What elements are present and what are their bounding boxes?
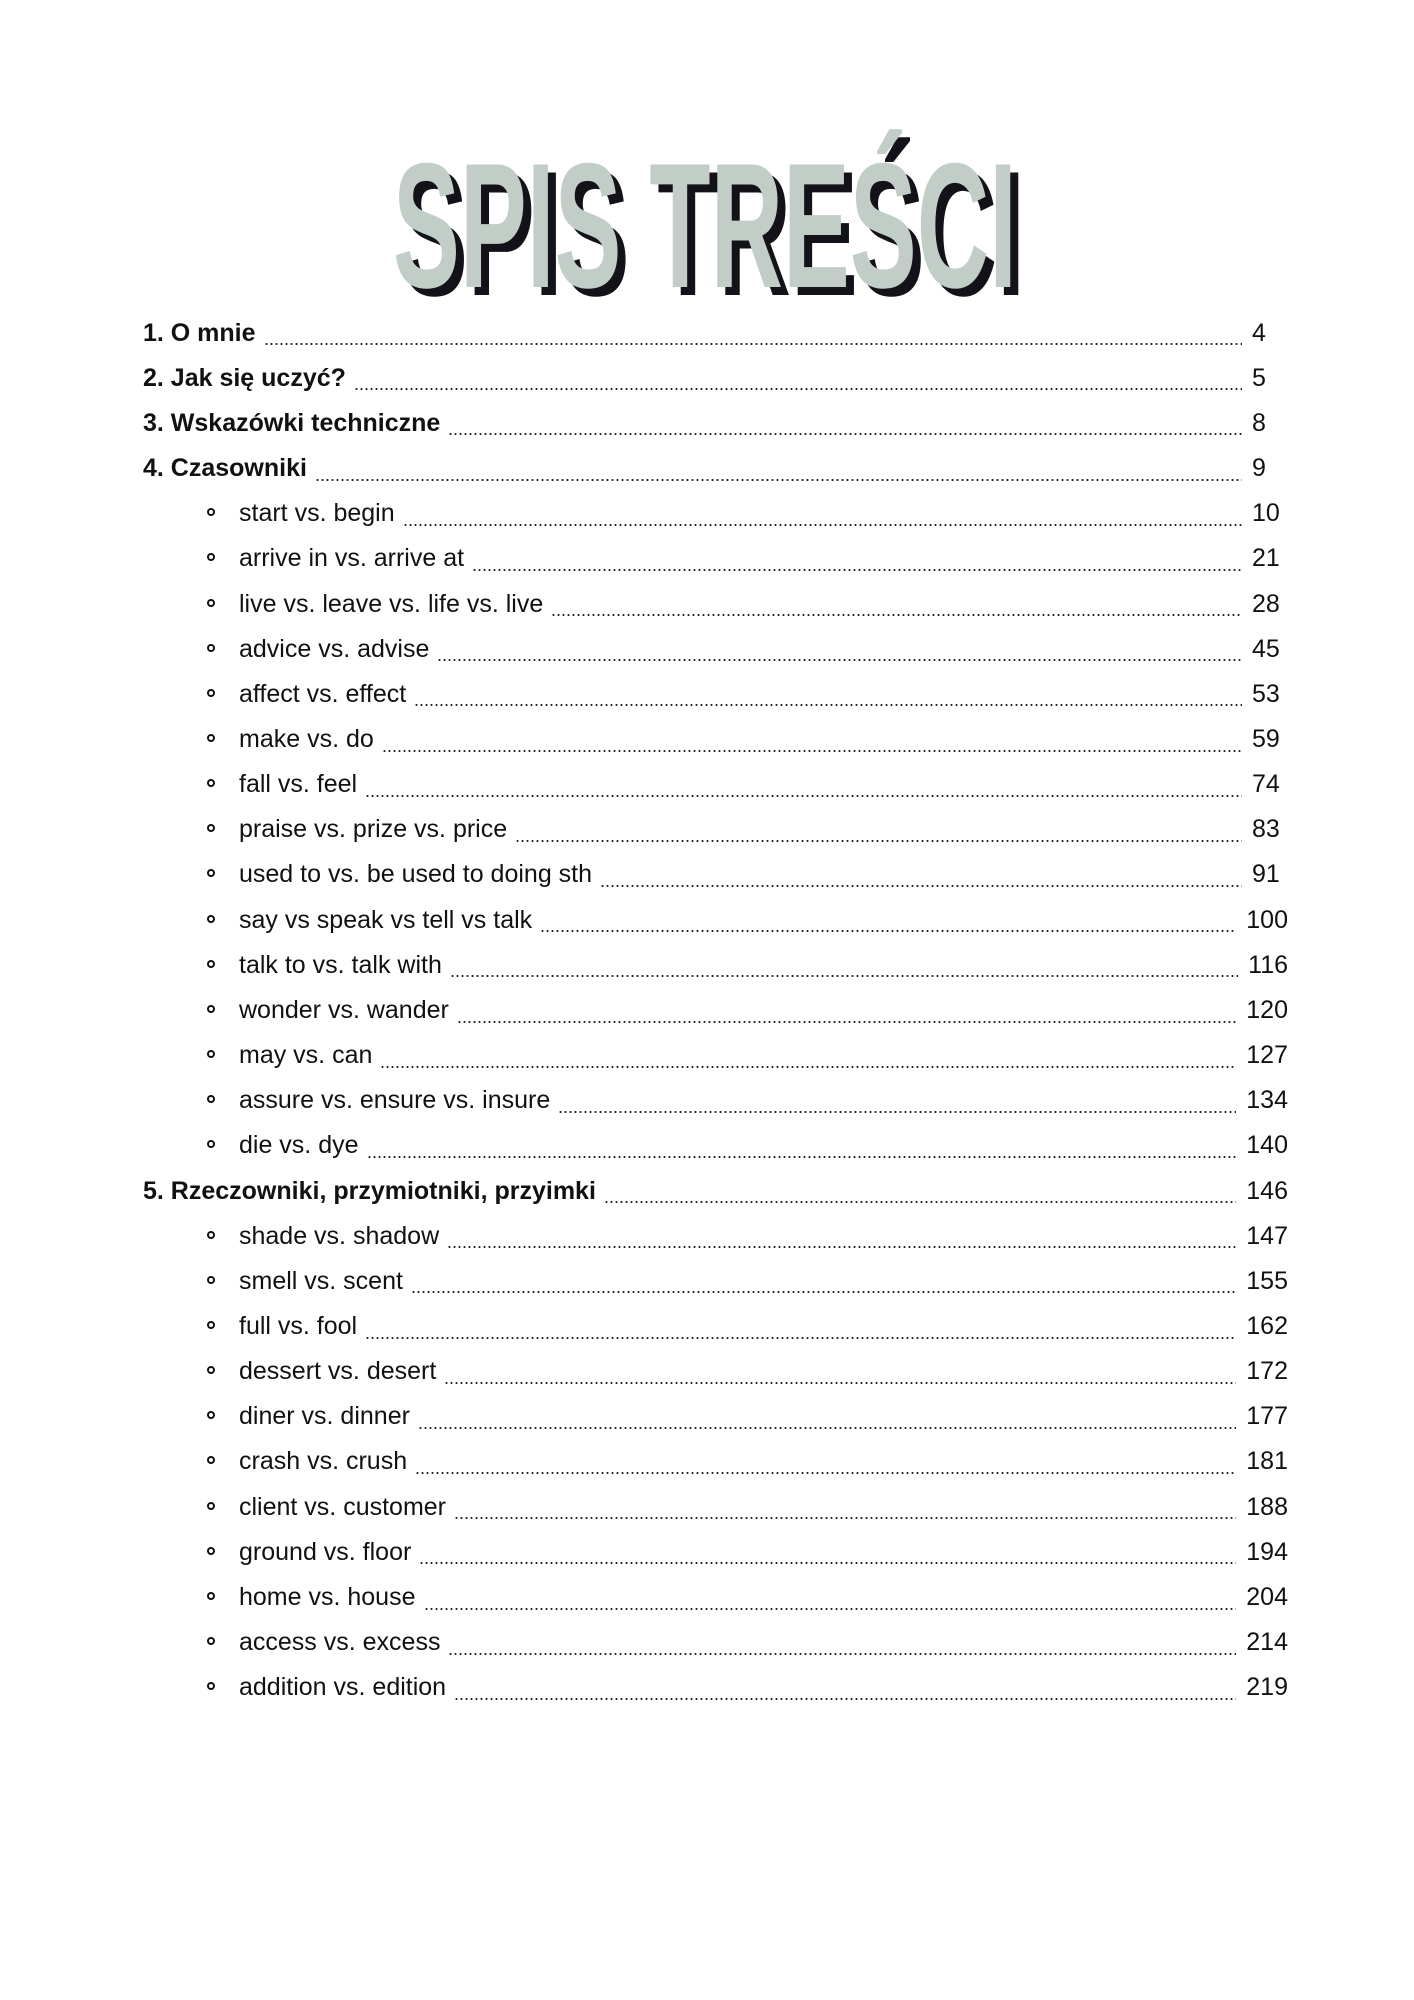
toc-label: wonder vs. wander bbox=[239, 995, 449, 1024]
toc-label: die vs. dye bbox=[239, 1131, 359, 1160]
dot-leader bbox=[414, 704, 1242, 706]
bullet-circle-icon bbox=[207, 960, 215, 968]
toc-label: 5. Rzeczowniki, przymiotniki, przyimki bbox=[143, 1176, 596, 1205]
toc-label: client vs. customer bbox=[239, 1492, 447, 1521]
toc-label: used to vs. be used to doing sth bbox=[239, 860, 593, 889]
dot-leader bbox=[380, 1066, 1236, 1068]
toc-label: smell vs. scent bbox=[239, 1266, 403, 1295]
bullet-circle-icon bbox=[207, 689, 215, 697]
toc-entry[interactable] bbox=[143, 1078, 1288, 1123]
dot-leader bbox=[424, 1608, 1237, 1610]
toc-heading[interactable] bbox=[143, 310, 1288, 355]
page-title-shadow: SPIS TREŚCI bbox=[401, 134, 1025, 312]
dot-leader bbox=[447, 1246, 1236, 1248]
dot-leader bbox=[540, 930, 1236, 932]
toc-entry[interactable] bbox=[143, 1394, 1288, 1439]
table-of-contents bbox=[143, 310, 1288, 1710]
toc-page-number: 134 bbox=[1246, 1086, 1288, 1115]
toc-label: 2. Jak się uczyć? bbox=[143, 363, 346, 392]
dot-leader bbox=[367, 1156, 1237, 1158]
dot-leader bbox=[457, 1021, 1236, 1023]
toc-label: shade vs. shadow bbox=[239, 1221, 440, 1250]
toc-entry[interactable] bbox=[143, 1620, 1288, 1665]
bullet-circle-icon bbox=[207, 1547, 215, 1555]
toc-entry[interactable] bbox=[143, 1303, 1288, 1348]
dot-leader bbox=[403, 524, 1242, 526]
toc-page-number: 8 bbox=[1252, 408, 1266, 437]
dot-leader bbox=[454, 1698, 1236, 1700]
bullet-circle-icon bbox=[207, 1366, 215, 1374]
bullet-circle-icon bbox=[207, 1592, 215, 1600]
toc-page-number: 74 bbox=[1252, 770, 1280, 799]
toc-entry[interactable] bbox=[143, 1258, 1288, 1303]
toc-label: full vs. fool bbox=[239, 1312, 358, 1341]
toc-label: dessert vs. desert bbox=[239, 1357, 437, 1386]
toc-label: fall vs. feel bbox=[239, 770, 358, 799]
bullet-circle-icon bbox=[207, 1231, 215, 1239]
dot-leader bbox=[264, 343, 1242, 345]
bullet-circle-icon bbox=[207, 1276, 215, 1284]
toc-entry[interactable] bbox=[143, 491, 1288, 536]
page-title-graphic bbox=[388, 112, 1038, 312]
bullet-circle-icon bbox=[207, 1502, 215, 1510]
dot-leader bbox=[418, 1427, 1236, 1429]
toc-page-number: 172 bbox=[1246, 1357, 1288, 1386]
toc-entry[interactable] bbox=[143, 1529, 1288, 1574]
bullet-circle-icon bbox=[207, 915, 215, 923]
toc-page-number: 194 bbox=[1246, 1537, 1288, 1566]
toc-page-number: 219 bbox=[1246, 1673, 1288, 1702]
toc-heading[interactable] bbox=[143, 355, 1288, 400]
bullet-circle-icon bbox=[207, 1005, 215, 1013]
toc-label: start vs. begin bbox=[239, 499, 395, 528]
toc-label: assure vs. ensure vs. insure bbox=[239, 1086, 551, 1115]
dot-leader bbox=[419, 1562, 1236, 1564]
toc-page-number: 140 bbox=[1246, 1131, 1288, 1160]
bullet-circle-icon bbox=[207, 824, 215, 832]
toc-page-number: 188 bbox=[1246, 1492, 1288, 1521]
toc-page-number: 4 bbox=[1252, 318, 1266, 347]
toc-label: praise vs. prize vs. price bbox=[239, 815, 508, 844]
bullet-circle-icon bbox=[207, 779, 215, 787]
bullet-circle-icon bbox=[207, 1411, 215, 1419]
dot-leader bbox=[448, 433, 1242, 435]
toc-label: ground vs. floor bbox=[239, 1537, 412, 1566]
toc-page-number: 9 bbox=[1252, 454, 1266, 483]
toc-page-number: 214 bbox=[1246, 1628, 1288, 1657]
dot-leader bbox=[448, 1653, 1236, 1655]
toc-label: access vs. excess bbox=[239, 1628, 441, 1657]
page-title bbox=[388, 112, 1038, 312]
dot-leader bbox=[444, 1382, 1236, 1384]
toc-entry[interactable] bbox=[143, 671, 1288, 716]
toc-page-number: 155 bbox=[1246, 1266, 1288, 1295]
bullet-circle-icon bbox=[207, 1637, 215, 1645]
toc-page-number: 116 bbox=[1248, 950, 1288, 979]
bullet-circle-icon bbox=[207, 869, 215, 877]
toc-label: crash vs. crush bbox=[239, 1447, 408, 1476]
bullet-circle-icon bbox=[207, 1682, 215, 1690]
bullet-circle-icon bbox=[207, 1095, 215, 1103]
toc-page-number: 28 bbox=[1252, 589, 1280, 618]
toc-entry[interactable] bbox=[143, 1123, 1288, 1168]
toc-entry[interactable] bbox=[143, 807, 1288, 852]
dot-leader bbox=[415, 1472, 1236, 1474]
bullet-circle-icon bbox=[207, 1456, 215, 1464]
toc-entry[interactable] bbox=[143, 626, 1288, 671]
toc-entry[interactable] bbox=[143, 1574, 1288, 1619]
toc-label: live vs. leave vs. life vs. live bbox=[239, 589, 544, 618]
dot-leader bbox=[315, 479, 1242, 481]
bullet-circle-icon bbox=[207, 553, 215, 561]
dot-leader bbox=[551, 614, 1242, 616]
dot-leader bbox=[450, 975, 1238, 977]
toc-label: 3. Wskazówki techniczne bbox=[143, 408, 441, 437]
toc-entry[interactable] bbox=[143, 536, 1288, 581]
toc-label: 1. O mnie bbox=[143, 318, 256, 347]
toc-entry[interactable] bbox=[143, 987, 1288, 1032]
toc-label: make vs. do bbox=[239, 724, 374, 753]
toc-entry[interactable] bbox=[143, 762, 1288, 807]
dot-leader bbox=[604, 1201, 1236, 1203]
toc-label: diner vs. dinner bbox=[239, 1402, 410, 1431]
bullet-circle-icon bbox=[207, 508, 215, 516]
toc-page-number: 91 bbox=[1252, 860, 1280, 889]
dot-leader bbox=[437, 659, 1242, 661]
toc-label: arrive in vs. arrive at bbox=[239, 544, 465, 573]
toc-page-number: 21 bbox=[1252, 544, 1280, 573]
toc-label: say vs speak vs tell vs talk bbox=[239, 905, 533, 934]
dot-leader bbox=[365, 1337, 1236, 1339]
toc-heading[interactable] bbox=[143, 400, 1288, 445]
toc-label: affect vs. effect bbox=[239, 679, 407, 708]
toc-page-number: 100 bbox=[1246, 905, 1288, 934]
toc-label: may vs. can bbox=[239, 1041, 373, 1070]
toc-entry[interactable] bbox=[143, 716, 1288, 761]
toc-page-number: 45 bbox=[1252, 634, 1280, 663]
toc-entry[interactable] bbox=[143, 1484, 1288, 1529]
toc-entry[interactable] bbox=[143, 897, 1288, 942]
toc-entry[interactable] bbox=[143, 1665, 1288, 1710]
bullet-circle-icon bbox=[207, 599, 215, 607]
toc-label: talk to vs. talk with bbox=[239, 950, 442, 979]
toc-heading[interactable] bbox=[143, 445, 1288, 490]
toc-page-number: 59 bbox=[1252, 724, 1280, 753]
toc-label: advice vs. advise bbox=[239, 634, 430, 663]
toc-label: 4. Czasowniki bbox=[143, 454, 307, 483]
bullet-circle-icon bbox=[207, 1050, 215, 1058]
page-title-text: SPIS TREŚCI bbox=[393, 126, 1017, 312]
toc-page-number: 181 bbox=[1246, 1447, 1288, 1476]
toc-entry[interactable] bbox=[143, 1349, 1288, 1394]
toc-entry[interactable] bbox=[143, 942, 1288, 987]
bullet-circle-icon bbox=[207, 644, 215, 652]
toc-page-number: 162 bbox=[1246, 1312, 1288, 1341]
toc-page-number: 147 bbox=[1246, 1221, 1288, 1250]
toc-entry[interactable] bbox=[143, 1213, 1288, 1258]
toc-label: home vs. house bbox=[239, 1582, 416, 1611]
dot-leader bbox=[382, 750, 1242, 752]
toc-page-number: 10 bbox=[1252, 499, 1280, 528]
toc-entry[interactable] bbox=[143, 581, 1288, 626]
toc-page-number: 177 bbox=[1246, 1402, 1288, 1431]
toc-entry[interactable] bbox=[143, 852, 1288, 897]
bullet-circle-icon bbox=[207, 1321, 215, 1329]
toc-entry[interactable] bbox=[143, 1439, 1288, 1484]
dot-leader bbox=[454, 1517, 1236, 1519]
dot-leader bbox=[354, 388, 1242, 390]
dot-leader bbox=[365, 795, 1242, 797]
toc-page-number: 204 bbox=[1246, 1582, 1288, 1611]
toc-page-number: 127 bbox=[1246, 1041, 1288, 1070]
bullet-circle-icon bbox=[207, 1140, 215, 1148]
dot-leader bbox=[472, 569, 1242, 571]
bullet-circle-icon bbox=[207, 734, 215, 742]
toc-heading[interactable] bbox=[143, 1168, 1288, 1213]
dot-leader bbox=[411, 1291, 1236, 1293]
toc-entry[interactable] bbox=[143, 1033, 1288, 1078]
toc-page-number: 83 bbox=[1252, 815, 1280, 844]
toc-page-number: 120 bbox=[1246, 995, 1288, 1024]
dot-leader bbox=[515, 840, 1242, 842]
dot-leader bbox=[600, 885, 1242, 887]
toc-page-number: 53 bbox=[1252, 679, 1280, 708]
toc-page-number: 5 bbox=[1252, 363, 1266, 392]
toc-label: addition vs. edition bbox=[239, 1673, 447, 1702]
toc-page-number: 146 bbox=[1246, 1176, 1288, 1205]
dot-leader bbox=[558, 1111, 1236, 1113]
